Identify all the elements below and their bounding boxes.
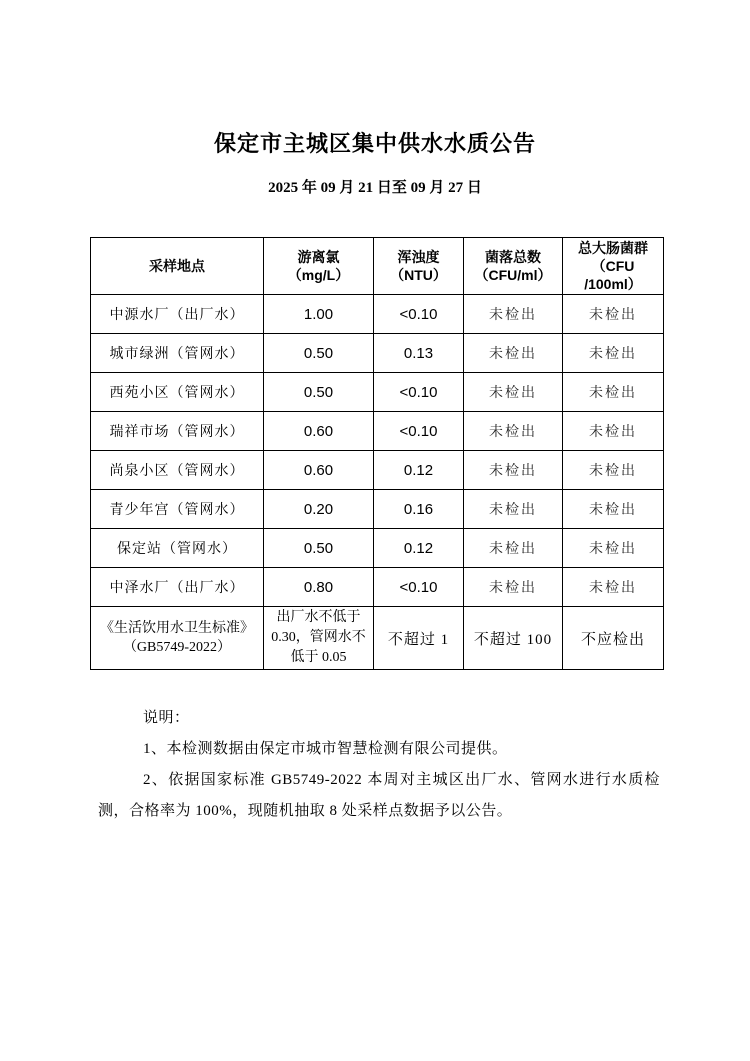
cell-chlorine: 0.80 [264,568,374,607]
page-title: 保定市主城区集中供水水质公告 [213,131,536,156]
cell-turbidity: <0.10 [374,412,464,451]
standard-name: 《生活饮用水卫生标准》 [100,621,254,636]
note-item-1: 1、本检测数据由保定市城市智慧检测有限公司提供。 [143,741,508,757]
col-header-chlorine [264,238,374,295]
col-header-location [91,238,264,295]
cell-coliform: 未检出 [563,295,664,334]
cell-colony: 未检出 [464,490,563,529]
cell-colony: 未检出 [464,373,563,412]
cell-turbidity: <0.10 [374,568,464,607]
col-header-location-label: 采样地点 [149,258,205,274]
standard-code: （GB5749-2022） [122,640,232,655]
cell-colony: 未检出 [464,412,563,451]
cell-standard-chlorine: 出厂水不低于 0.30，管网水不低于 0.05 [264,607,374,670]
col-header-colony [464,238,563,295]
col-header-chlorine-label: 游离氯 [297,249,340,265]
cell-coliform: 未检出 [563,529,664,568]
table-row [91,334,664,373]
cell-standard-label [91,607,264,670]
table-row [91,451,664,490]
cell-location: 尚泉小区（管网水） [91,451,264,490]
notes-section [98,703,660,827]
cell-chlorine: 0.20 [264,490,374,529]
note-item-2: 2、依据国家标准 GB5749-2022 本周对主城区出厂水、管网水进行水质检测，合格率为 100%，现随机抽取 8 处采样点数据予以公告。 [98,772,660,819]
table-row [91,529,664,568]
cell-turbidity: 0.12 [374,529,464,568]
col-header-coliform-label: 总大肠菌群 [578,240,648,256]
water-quality-table [90,237,664,670]
cell-location: 青少年宫（管网水） [91,490,264,529]
col-header-turbidity-label: 浑浊度 [397,249,440,265]
cell-colony: 未检出 [464,295,563,334]
col-header-colony-label: 菌落总数 [485,249,541,265]
cell-location: 瑞祥市场（管网水） [91,412,264,451]
cell-chlorine: 0.50 [264,334,374,373]
cell-colony: 未检出 [464,334,563,373]
table-row [91,490,664,529]
table-header-row [91,238,664,295]
cell-location: 中泽水厂（出厂水） [91,568,264,607]
col-header-coliform-unit: （CFU /100ml） [584,258,642,292]
cell-chlorine: 0.60 [264,451,374,490]
col-header-turbidity [374,238,464,295]
cell-colony: 未检出 [464,529,563,568]
cell-location: 城市绿洲（管网水） [91,334,264,373]
cell-location: 西苑小区（管网水） [91,373,264,412]
cell-standard-turbidity: 不超过 1 [374,607,464,670]
cell-coliform: 未检出 [563,334,664,373]
cell-turbidity: 0.16 [374,490,464,529]
cell-coliform: 未检出 [563,373,664,412]
cell-turbidity: 0.13 [374,334,464,373]
cell-coliform: 未检出 [563,412,664,451]
cell-colony: 未检出 [464,568,563,607]
cell-chlorine: 1.00 [264,295,374,334]
cell-turbidity: <0.10 [374,295,464,334]
cell-coliform: 未检出 [563,490,664,529]
table-row [91,373,664,412]
cell-turbidity: 0.12 [374,451,464,490]
notes-heading: 说明： [143,710,190,726]
col-header-chlorine-unit: （mg/L） [287,267,350,283]
cell-location: 中源水厂（出厂水） [91,295,264,334]
col-header-coliform [563,238,664,295]
standard-row [91,607,664,670]
cell-standard-coliform: 不应检出 [563,607,664,670]
table-row [91,568,664,607]
cell-chlorine: 0.60 [264,412,374,451]
table-row [91,412,664,451]
cell-chlorine: 0.50 [264,529,374,568]
col-header-turbidity-unit: （NTU） [390,267,447,283]
cell-standard-colony: 不超过 100 [464,607,563,670]
table-row [91,295,664,334]
cell-location: 保定站（管网水） [91,529,264,568]
cell-coliform: 未检出 [563,568,664,607]
date-range: 2025 年 09 月 21 日至 09 月 27 日 [268,180,482,196]
cell-colony: 未检出 [464,451,563,490]
cell-coliform: 未检出 [563,451,664,490]
col-header-colony-unit: （CFU/ml） [474,267,552,283]
cell-turbidity: <0.10 [374,373,464,412]
cell-chlorine: 0.50 [264,373,374,412]
